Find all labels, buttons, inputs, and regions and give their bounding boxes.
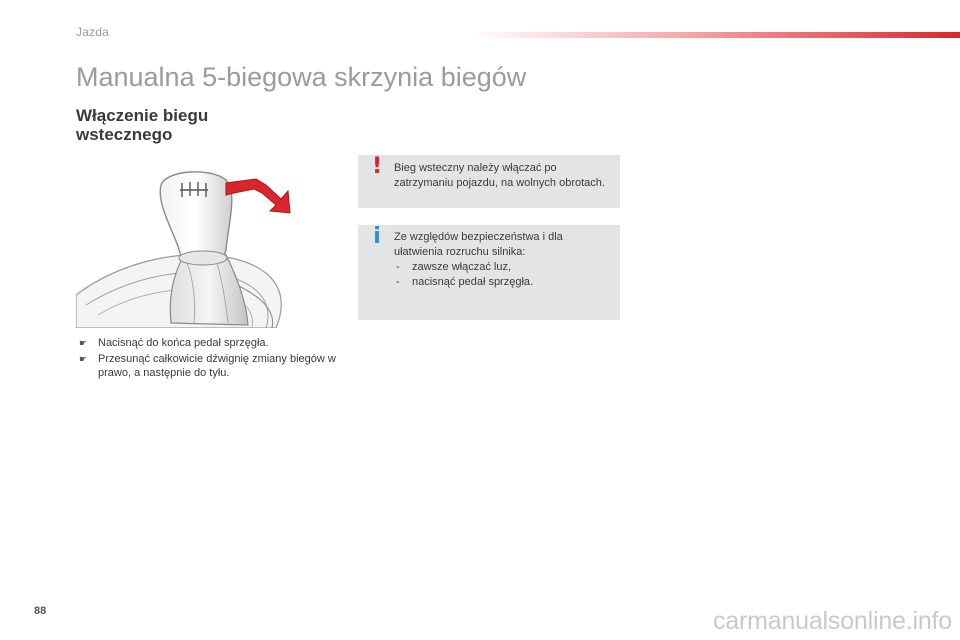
gear-lever-reverse-icon [76, 155, 338, 328]
pointing-hand-icon: ☛ [79, 338, 88, 348]
list-item [394, 260, 610, 275]
step-text: Przesunąć całkowicie dźwignię zmiany biegów w prawo, a następnie do tyłu. [98, 352, 336, 379]
gear-lever-illustration [76, 155, 338, 328]
info-intro: Ze względów bezpieczeństwa i dla ułatwienia rozruchu silnika: [394, 231, 563, 258]
info-icon: i [373, 224, 381, 249]
list-item [394, 275, 610, 290]
warning-text: Bieg wsteczny należy włączać po zatrzymaniu pojazdu, na wolnych obrotach. [394, 162, 605, 189]
info-item-text: nacisnąć pedał sprzęgła. [412, 276, 534, 288]
info-item-text: zawsze włączać luz, [412, 261, 512, 273]
dash-bullet: - [396, 261, 400, 273]
list-item [76, 336, 336, 351]
info-list [394, 260, 610, 290]
pointing-hand-icon: ☛ [79, 353, 88, 364]
section-label: Jazda [76, 25, 110, 39]
section-subtitle: Włączenie biegu wstecznego [76, 106, 209, 144]
page-number: 88 [34, 605, 47, 617]
warning-icon: ! [371, 154, 383, 179]
watermark: carmanualsonline.info [712, 607, 952, 635]
page-title: Manualna 5-biegowa skrzynia biegów [76, 62, 527, 92]
step-text: Nacisnąć do końca pedał sprzęgła. [98, 337, 269, 349]
dash-bullet: - [396, 276, 400, 288]
instruction-steps [76, 336, 336, 382]
info-box [358, 225, 620, 320]
list-item [76, 352, 336, 381]
header-accent-bar [472, 32, 960, 38]
warning-box [358, 155, 620, 208]
